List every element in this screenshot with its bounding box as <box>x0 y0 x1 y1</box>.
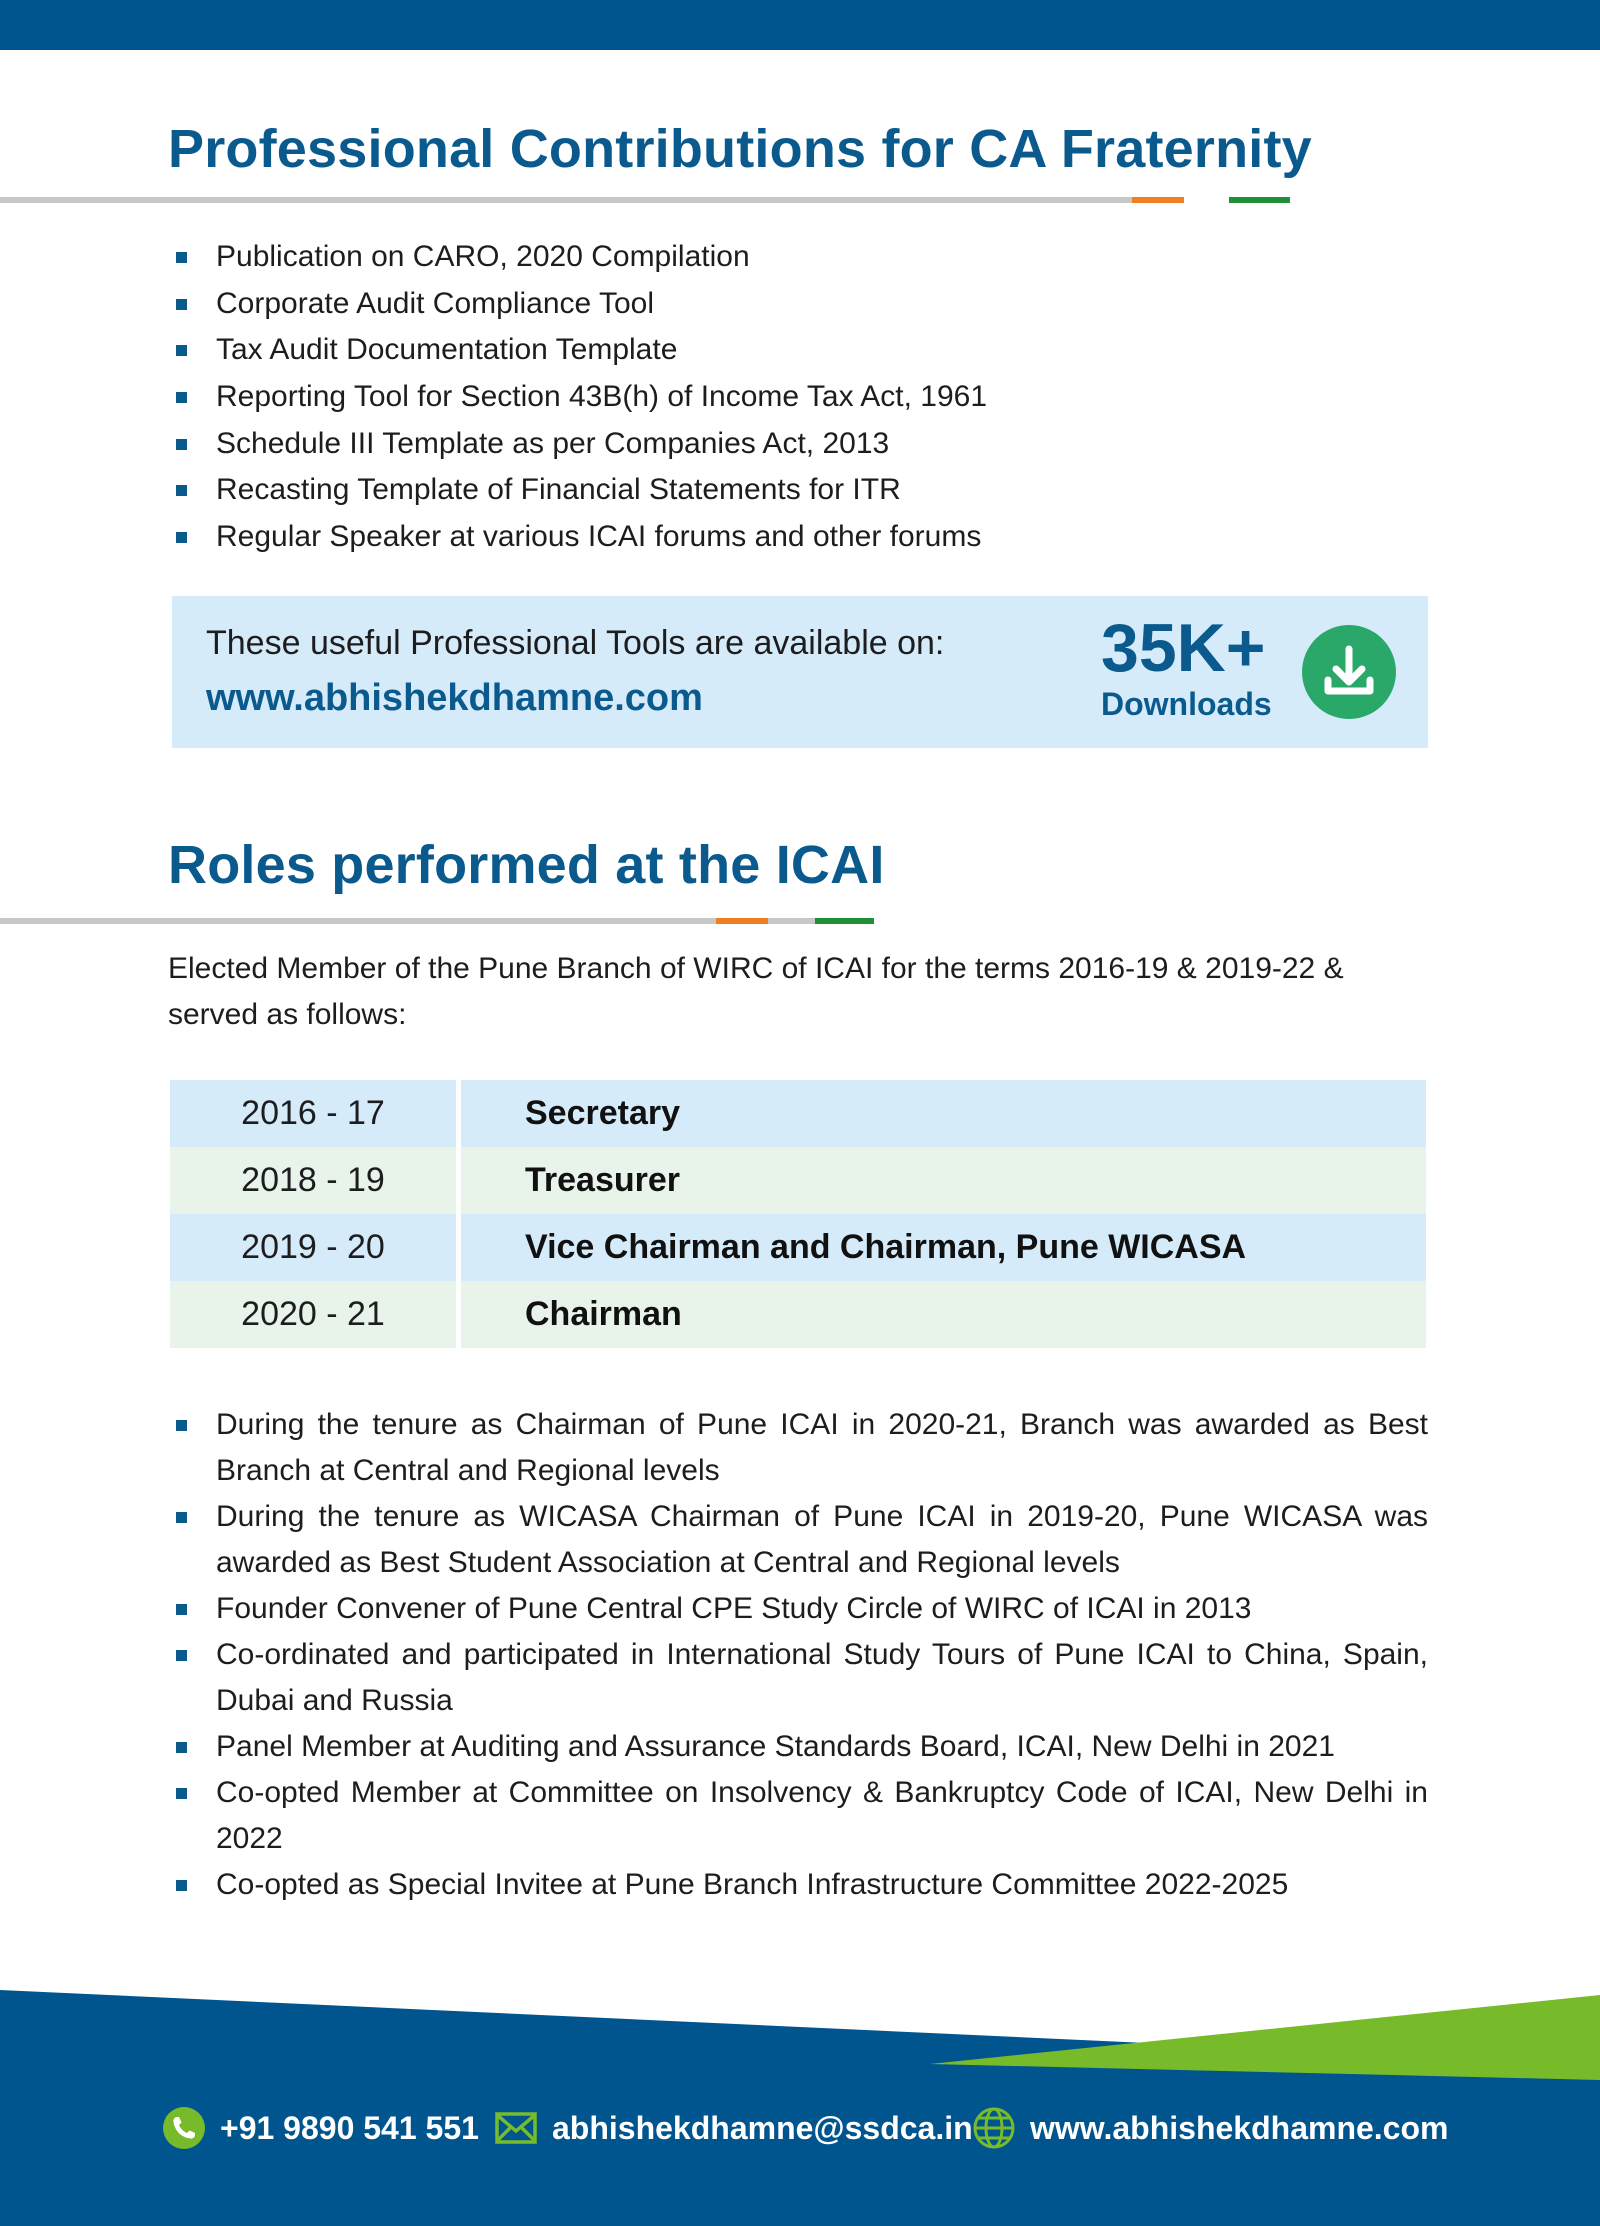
roles-table <box>170 1080 1426 1348</box>
bullet-square-icon <box>176 1512 187 1523</box>
bullet-square-icon <box>176 439 187 450</box>
bullet-square-icon <box>176 252 187 263</box>
list-item: Panel Member at Auditing and Assurance Standards Board, ICAI, New Delhi in 2021 <box>168 1724 1428 1770</box>
list-item: Schedule III Template as per Companies Act, 2013 <box>168 421 987 468</box>
tools-website-link[interactable]: www.abhishekdhamne.com <box>206 677 703 719</box>
table-row <box>170 1147 1426 1214</box>
list-item: Recasting Template of Financial Statements for ITR <box>168 467 987 514</box>
roles-intro: Elected Member of the Pune Branch of WIRC of ICAI for the terms 2016-19 & 2019-22 & served as follows: <box>168 952 1344 1031</box>
footer-email[interactable]: abhishekdhamne@ssdca.in <box>494 2105 973 2151</box>
role-year: 2018 - 19 <box>170 1147 459 1214</box>
table-row <box>170 1281 1426 1348</box>
downloads-label: Downloads <box>1101 686 1272 722</box>
list-item: Reporting Tool for Section 43B(h) of Income Tax Act, 1961 <box>168 374 987 421</box>
list-item: Founder Convener of Pune Central CPE Study Circle of WIRC of ICAI in 2013 <box>168 1586 1428 1632</box>
list-item: Corporate Audit Compliance Tool <box>168 281 987 328</box>
title-underline <box>0 197 1140 203</box>
role-title: Treasurer <box>459 1147 1427 1214</box>
phone-icon <box>162 2106 206 2150</box>
top-banner <box>0 0 1600 50</box>
bullet-square-icon <box>176 1788 187 1799</box>
footer-phone[interactable]: +91 9890 541 551 <box>162 2105 479 2151</box>
list-item: Tax Audit Documentation Template <box>168 327 987 374</box>
footer-website[interactable]: www.abhishekdhamne.com <box>972 2105 1448 2151</box>
role-year: 2019 - 20 <box>170 1214 459 1281</box>
bullet-square-icon <box>176 1604 187 1615</box>
role-year: 2020 - 21 <box>170 1281 459 1348</box>
download-icon <box>1302 625 1396 719</box>
list-item: Co-ordinated and participated in International Study Tours of Pune ICAI to China, Spain, Dubai and Russia <box>168 1632 1428 1724</box>
role-title: Vice Chairman and Chairman, Pune WICASA <box>459 1214 1427 1281</box>
contributions-list <box>168 234 987 561</box>
table-row <box>170 1080 1426 1147</box>
bullet-square-icon <box>176 532 187 543</box>
list-item: Publication on CARO, 2020 Compilation <box>168 234 987 281</box>
underline-orange-accent <box>716 918 768 924</box>
role-year: 2016 - 17 <box>170 1080 459 1147</box>
underline-green-accent <box>815 918 874 924</box>
tools-callout <box>172 596 1428 748</box>
bullet-square-icon <box>176 392 187 403</box>
bullet-square-icon <box>176 1420 187 1431</box>
bullet-square-icon <box>176 1742 187 1753</box>
roles-title: Roles performed at the ICAI <box>168 835 885 895</box>
globe-icon <box>972 2106 1016 2150</box>
tools-availability-text: These useful Professional Tools are available on: <box>206 624 945 662</box>
list-item: Co-opted as Special Invitee at Pune Branch Infrastructure Committee 2022-2025 <box>168 1862 1428 1908</box>
bullet-square-icon <box>176 485 187 496</box>
list-item: Co-opted Member at Committee on Insolvency & Bankruptcy Code of ICAI, New Delhi in 2022 <box>168 1770 1428 1862</box>
table-row <box>170 1214 1426 1281</box>
underline-orange-accent <box>1132 197 1184 203</box>
list-item: Regular Speaker at various ICAI forums and other forums <box>168 514 987 561</box>
role-title: Secretary <box>459 1080 1427 1147</box>
bullet-square-icon <box>176 345 187 356</box>
list-item: During the tenure as WICASA Chairman of Pune ICAI in 2019-20, Pune WICASA was awarded as Best Student Association at Central and Regional levels <box>168 1494 1428 1586</box>
contributions-title: Professional Contributions for CA Fraternity <box>168 119 1312 179</box>
roles-highlights-list <box>168 1402 1428 1908</box>
underline-green-accent <box>1229 197 1290 203</box>
role-title: Chairman <box>459 1281 1427 1348</box>
bullet-square-icon <box>176 1650 187 1661</box>
bullet-square-icon <box>176 1880 187 1891</box>
bullet-square-icon <box>176 299 187 310</box>
email-icon <box>494 2106 538 2150</box>
list-item: During the tenure as Chairman of Pune ICAI in 2020-21, Branch was awarded as Best Branch at Central and Regional levels <box>168 1402 1428 1494</box>
downloads-count: 35K+ <box>1101 610 1266 686</box>
